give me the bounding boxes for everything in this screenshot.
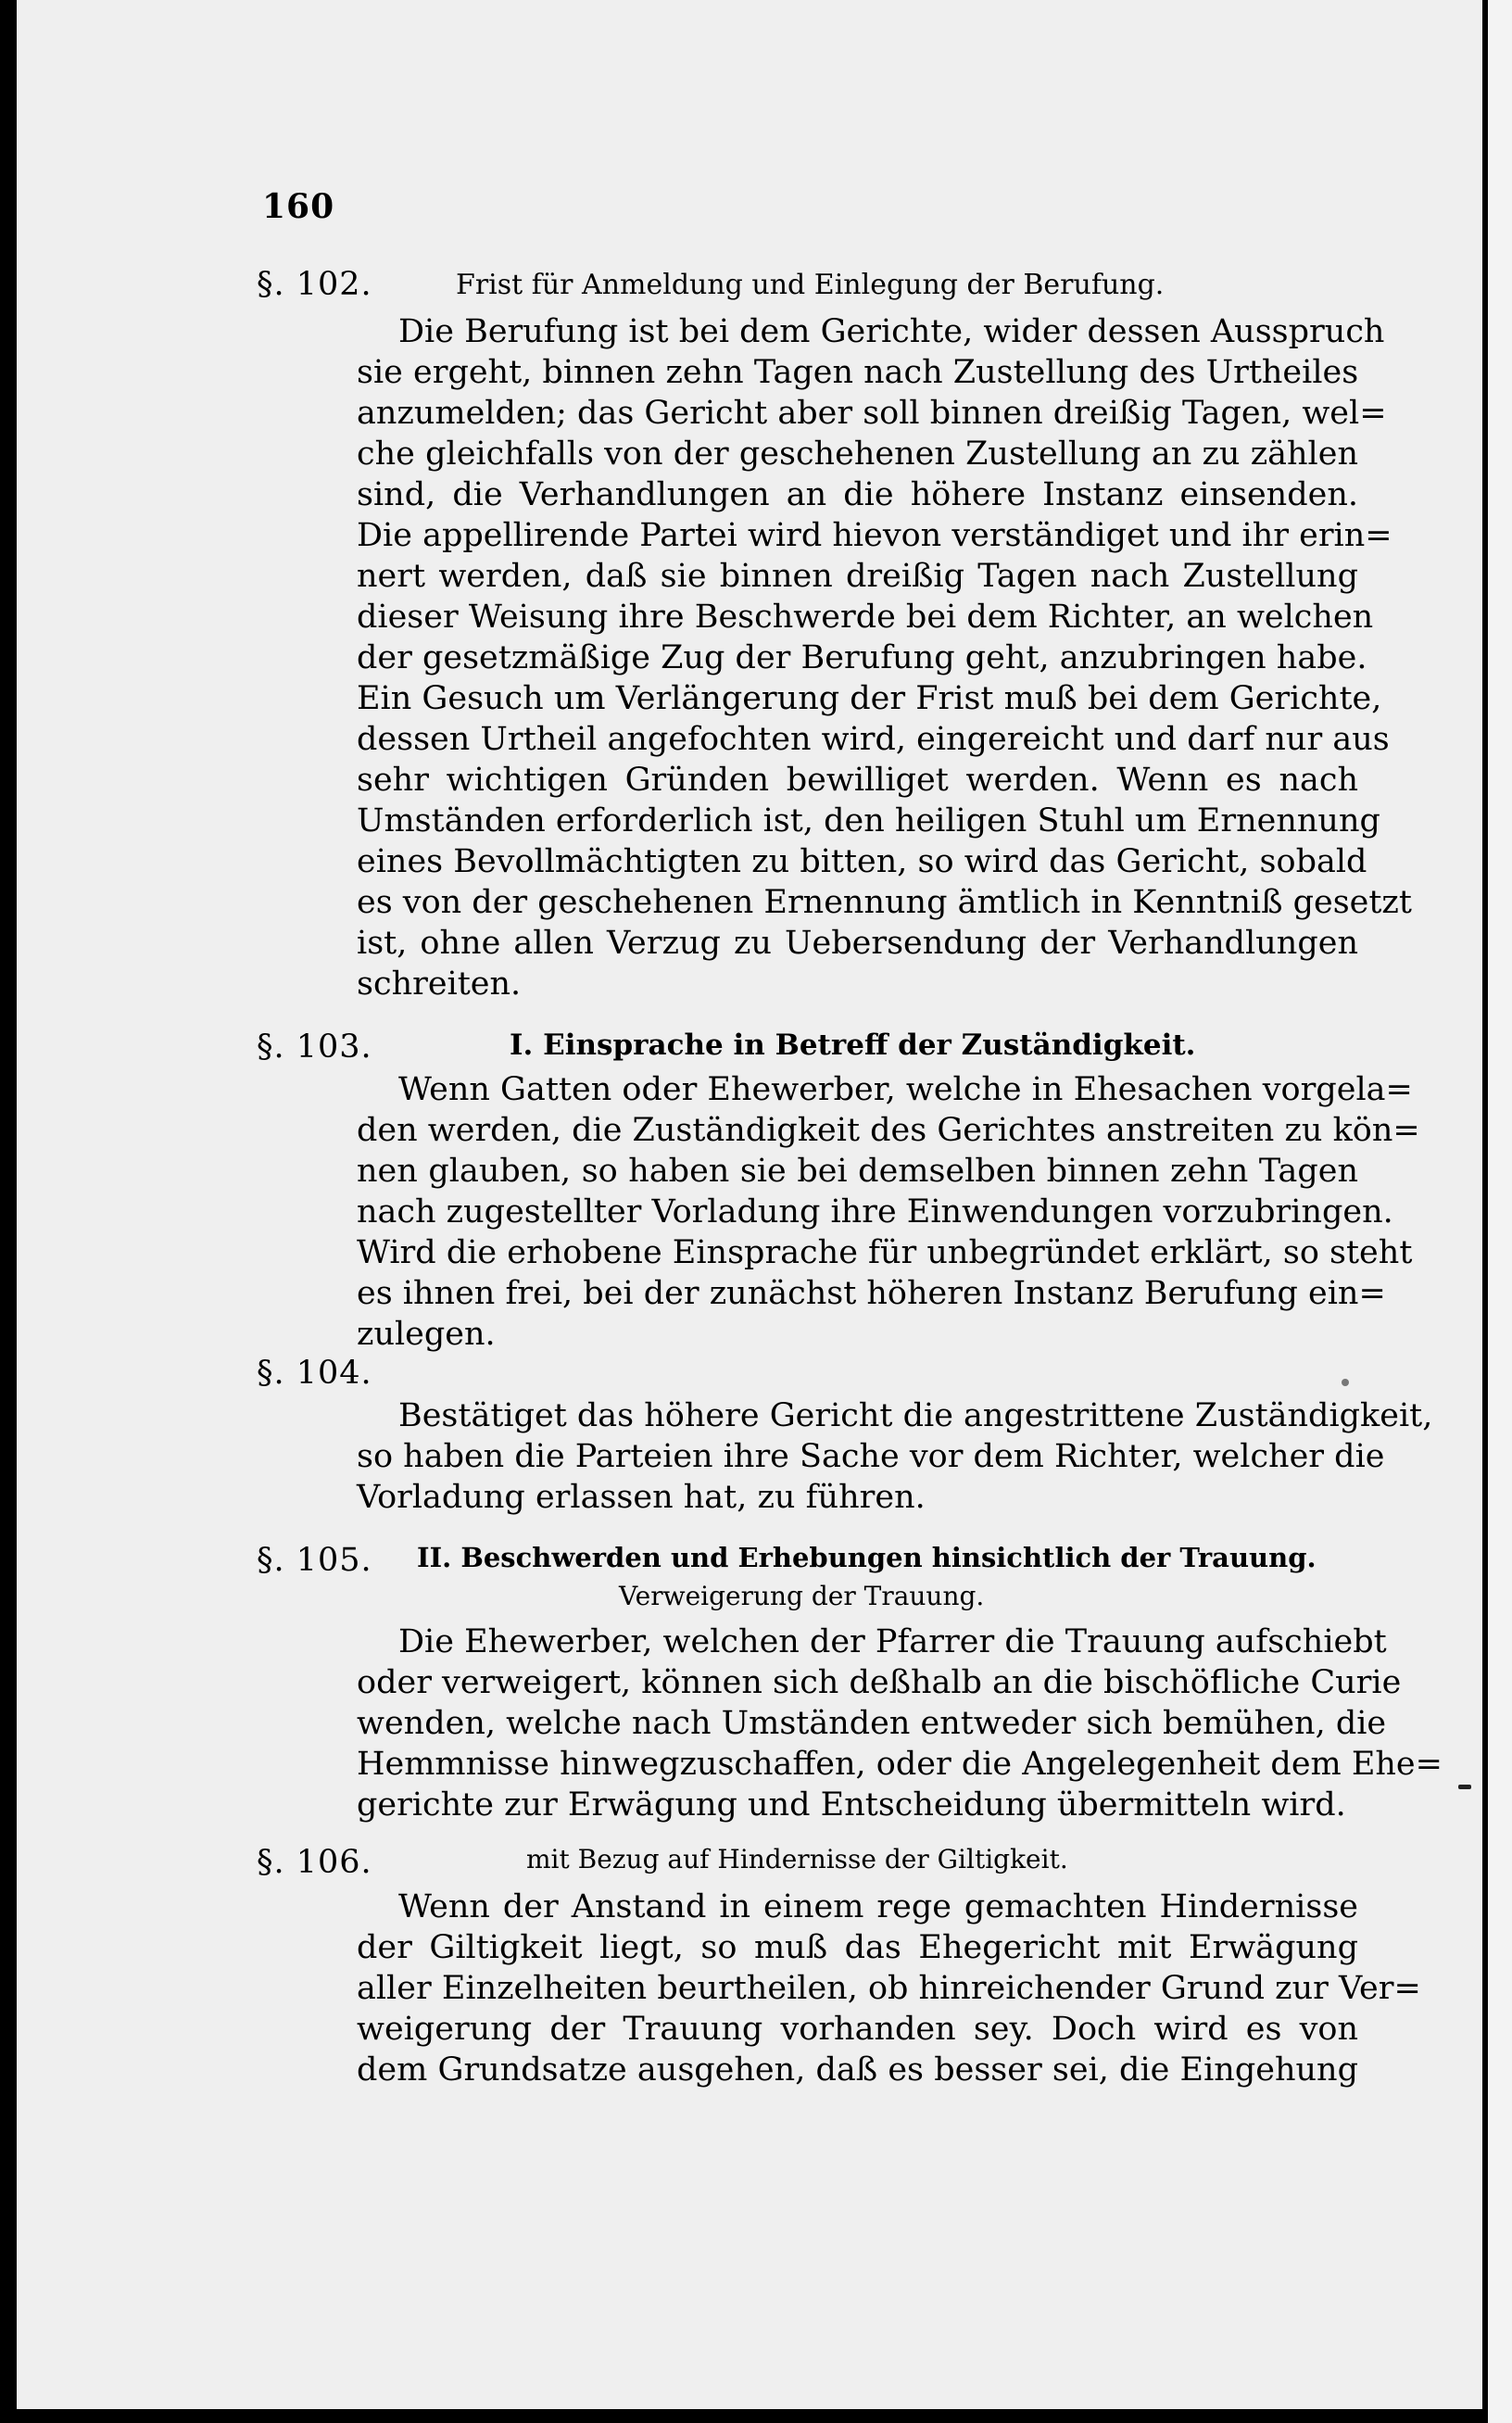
adjacent-page-edge xyxy=(1482,0,1512,2423)
text-line: dessen Urtheil angefochten wird, eingereicht und darf nur aus xyxy=(357,721,1390,758)
text-line: wenden, welche nach Umständen entweder sich bemühen, die xyxy=(357,1705,1387,1742)
section-title-105: II. Beschwerden und Erhebungen hinsichtlich der Trauung. xyxy=(417,1542,1317,1573)
page-number: 160 xyxy=(262,187,335,226)
text-line: nert werden, daß sie binnen dreißig Tagen nach Zustellung xyxy=(357,558,1358,595)
text-line: dieser Weisung ihre Beschwerde bei dem Richter, an welchen xyxy=(357,599,1374,636)
text-line: der Giltigkeit liegt, so muß das Ehegericht mit Erwägung xyxy=(357,1929,1358,1966)
text-line: nach zugestellter Vorladung ihre Einwendungen vorzubringen. xyxy=(357,1193,1393,1230)
paper-speck xyxy=(1342,1379,1349,1386)
section-subtitle-105: Verweigerung der Trauung. xyxy=(619,1581,985,1611)
text-line: eines Bevollmächtigten zu bitten, so wird das Gericht, sobald xyxy=(357,843,1367,880)
text-line: Die appellirende Partei wird hievon verständiget und ihr erin= xyxy=(357,517,1392,554)
paper-speck xyxy=(1458,1785,1471,1789)
text-line: Die Berufung ist bei dem Gerichte, wider dessen Ausspruch xyxy=(398,313,1385,350)
text-line: zulegen. xyxy=(357,1316,496,1353)
text-line: aller Einzelheiten beurtheilen, ob hinreichender Grund zur Ver= xyxy=(357,1970,1421,2007)
section-title-102: Frist für Anmeldung und Einlegung der Berufung. xyxy=(456,269,1165,301)
text-line: so haben die Parteien ihre Sache vor dem Richter, welcher die xyxy=(357,1438,1385,1475)
text-line: oder verweigert, können sich deßhalb an die bischöfliche Curie xyxy=(357,1664,1402,1701)
section-number-105: §. 105. xyxy=(257,1542,372,1579)
text-line: schreiten. xyxy=(357,965,522,1003)
text-line: Ein Gesuch um Verlängerung der Frist muß bei dem Gerichte, xyxy=(357,680,1382,717)
section-number-104: §. 104. xyxy=(257,1355,372,1392)
section-number-106: §. 106. xyxy=(257,1844,372,1881)
text-line: gerichte zur Erwägung und Entscheidung übermitteln wird. xyxy=(357,1786,1346,1824)
text-line: Wird die erhobene Einsprache für unbegründet erklärt, so steht xyxy=(357,1234,1413,1271)
text-line: Vorladung erlassen hat, zu führen. xyxy=(357,1479,926,1516)
section-title-103: I. Einsprache in Betreff der Zuständigkeit. xyxy=(510,1029,1196,1062)
text-line: dem Grundsatze ausgehen, daß es besser sei, die Eingehung xyxy=(357,2051,1358,2089)
text-line: sehr wichtigen Gründen bewilliget werden. Wenn es nach xyxy=(357,762,1358,799)
section-number-103: §. 103. xyxy=(257,1029,372,1066)
text-line: Wenn Gatten oder Ehewerber, welche in Ehesachen vorgela= xyxy=(398,1071,1413,1108)
text-line: den werden, die Zuständigkeit des Gerichtes anstreiten zu kön= xyxy=(357,1112,1420,1149)
text-line: weigerung der Trauung vorhanden sey. Doch wird es von xyxy=(357,2011,1358,2048)
text-line: sie ergeht, binnen zehn Tagen nach Zustellung des Urtheiles xyxy=(357,354,1359,391)
text-line: es ihnen frei, bei der zunächst höheren Instanz Berufung ein= xyxy=(357,1275,1386,1312)
text-line: Wenn der Anstand in einem rege gemachten Hindernisse xyxy=(398,1888,1358,1925)
text-line: nen glauben, so haben sie bei demselben binnen zehn Tagen xyxy=(357,1153,1358,1190)
text-line: sind, die Verhandlungen an die höhere Instanz einsenden. xyxy=(357,476,1358,513)
text-line: che gleichfalls von der geschehenen Zustellung an zu zählen xyxy=(357,435,1358,473)
text-line: Hemmnisse hinwegzuschaffen, oder die Angelegenheit dem Ehe= xyxy=(357,1746,1443,1783)
text-line: der gesetzmäßige Zug der Berufung geht, anzubringen habe. xyxy=(357,639,1367,676)
text-line: anzumelden; das Gericht aber soll binnen dreißig Tagen, wel= xyxy=(357,395,1387,432)
text-line: Die Ehewerber, welchen der Pfarrer die Trauung aufschiebt xyxy=(398,1623,1387,1660)
text-line: ist, ohne allen Verzug zu Uebersendung der Verhandlungen xyxy=(357,925,1358,962)
section-number-102: §. 102. xyxy=(257,266,372,303)
section-title-106: mit Bezug auf Hindernisse der Giltigkeit. xyxy=(526,1844,1068,1874)
text-line: Umständen erforderlich ist, den heiligen Stuhl um Ernennung xyxy=(357,802,1380,839)
text-line: es von der geschehenen Ernennung ämtlich in Kenntniß gesetzt xyxy=(357,884,1412,921)
text-line: Bestätiget das höhere Gericht die angestrittene Zuständigkeit, xyxy=(398,1397,1433,1434)
